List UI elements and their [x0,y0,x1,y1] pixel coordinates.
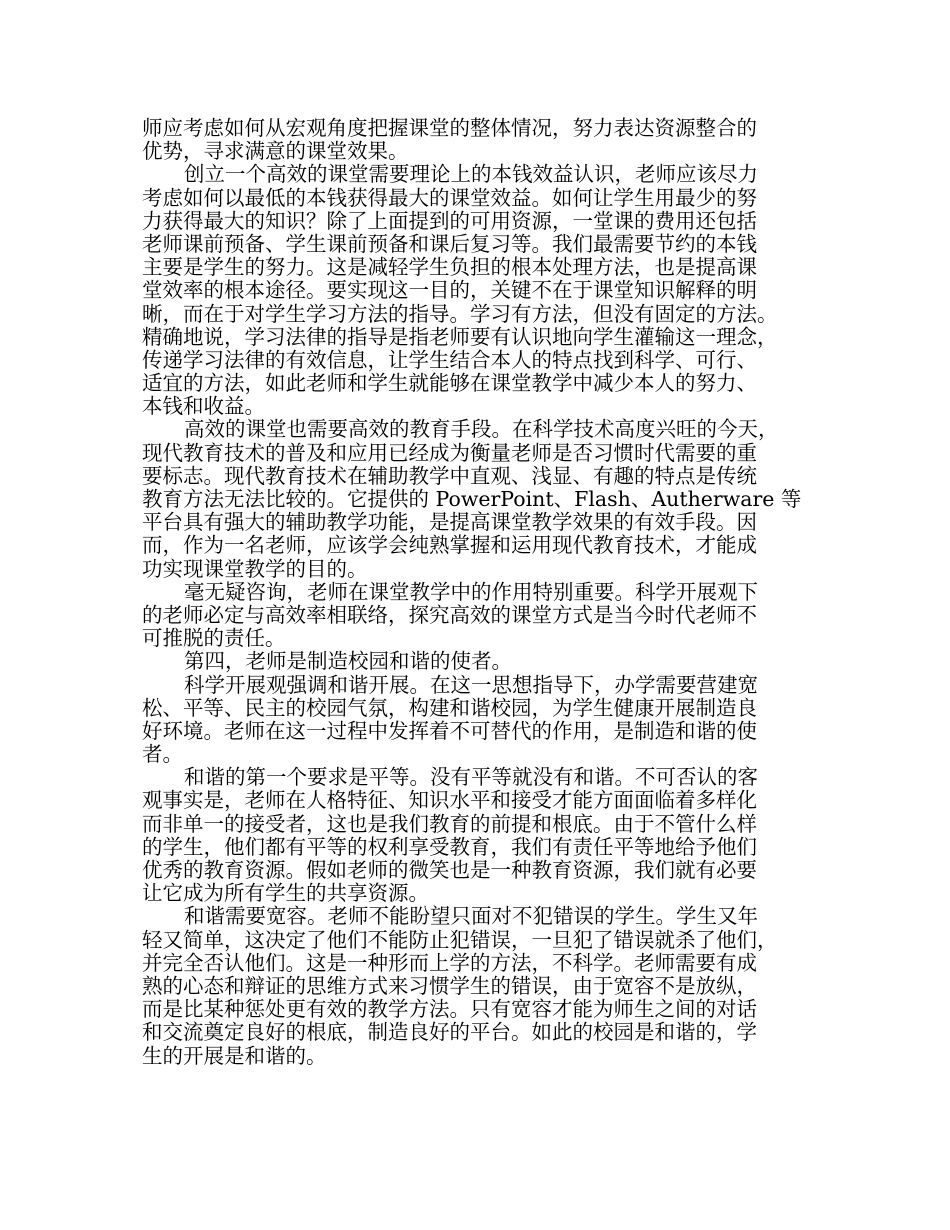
text-line: 功实现课堂教学的目的。 [142,556,368,581]
text-line: 者。 [142,742,183,767]
text-line: 让它成为所有学生的共享资源。 [142,881,429,906]
text-line: 考虑如何以最低的本钱获得最大的课堂效益。如何让学生用最少的努 [142,185,757,210]
text-line: 松、平等、民主的校园气氛，构建和谐校园，为学生健康开展制造良 [142,695,757,720]
text-line: 创立一个高效的课堂需要理论上的本钱效益认识，老师应该尽力 [184,162,758,187]
text-line: 观事实是，老师在人格特征、知识水平和接受才能方面面临着多样化 [142,788,757,813]
text-line: 现代教育技术的普及和应用已经成为衡量老师是否习惯时代需要的重 [142,440,757,465]
paragraph [142,117,828,163]
text-line: 而非单一的接受者，这也是我们教育的前提和根底。由于不管什么样 [142,811,757,836]
text-line: 晰，而在于对学生学习方法的指导。学习有方法，但没有固定的方法。 [142,301,778,326]
text-line: 和谐需要宽容。老师不能盼望只面对不犯错误的学生。学生又年 [184,904,758,929]
text-line: 和交流奠定良好的根底，制造良好的平台。如此的校园是和谐的，学 [142,1020,757,1045]
text-line: 毫无疑咨询，老师在课堂教学中的作用特别重要。科学开展观下 [184,579,758,604]
text-line: 的学生，他们都有平等的权利享受教育，我们有责任平等地给予他们 [142,834,757,859]
text-line: 并完全否认他们。这是一种形而上学的方法，不科学。老师需要有成 [142,950,757,975]
text-line: 老师课前预备、学生课前预备和课后复习等。我们最需要节约的本钱 [142,231,757,256]
text-line: 要标志。现代教育技术在辅助教学中直观、浅显、有趣的特点是传统 [142,463,757,488]
paragraph [142,905,828,1067]
text-line: 堂效率的根本途径。要实现这一目的，关键不在于课堂知识解释的明 [142,278,757,303]
text-line: 力获得最大的知识？除了上面提到的可用资源，一堂课的费用还包括 [142,208,757,233]
text-line: 可推脱的责任。 [142,626,286,651]
paragraph [142,581,828,651]
text-line: 师应考虑如何从宏观角度把握课堂的整体情况，努力表达资源整合的 [142,116,757,140]
text-line: 高效的课堂也需要高效的教育手段。在科学技术高度兴旺的今天， [184,417,779,442]
text-line: 精确地说，学习法律的指导是指老师要有认识地向学生灌输这一理念， [142,324,778,349]
text-line: 本钱和收益。 [142,394,265,419]
text-line: 传递学习法律的有效信息，让学生结合本人的特点找到科学、可行、 [142,347,757,372]
text-line: 和谐的第一个要求是平等。没有平等就没有和谐。不可否认的客 [184,765,758,790]
text-line: 教育方法无法比较的。它提供的 PowerPoint、Flash、Autherware 等 [142,487,802,511]
text-line: 平台具有强大的辅助教学功能，是提高课堂教学效果的有效手段。因 [142,510,757,535]
text-line: 适宜的方法，如此老师和学生就能够在课堂教学中减少本人的努力、 [142,371,757,396]
text-line: 第四，老师是制造校园和谐的使者。 [184,649,512,674]
text-line: 优势，寻求满意的课堂效果。 [142,139,409,164]
text-line: 轻又简单，这决定了他们不能防止犯错误，一旦犯了错误就杀了他们， [142,927,778,952]
paragraph [142,766,828,905]
text-line: 科学开展观强调和谐开展。在这一思想指导下，办学需要营建宽 [184,672,758,697]
text-line: 好环境。老师在这一过程中发挥着不可替代的作用，是制造和谐的使 [142,718,757,743]
text-line: 优秀的教育资源。假如老师的微笑也是一种教育资源，我们就有必要 [142,858,757,882]
text-line: 而是比某种惩处更有效的教学方法。只有宽容才能为师生之间的对话 [142,997,757,1022]
paragraph [142,163,828,418]
text-line: 生的开展是和谐的。 [142,1043,327,1068]
paragraph [142,650,828,673]
document-page [142,117,828,1068]
text-line: 熟的心态和辩证的思维方式来习惯学生的错误，由于宽容不是放纵， [142,973,757,998]
text-line: 的老师必定与高效率相联络，探究高效的课堂方式是当今时代老师不 [142,602,757,627]
text-line: 主要是学生的努力。这是减轻学生负担的根本处理方法，也是提高课 [142,255,757,280]
paragraph [142,674,828,767]
text-line: 而，作为一名老师，应该学会纯熟掌握和运用现代教育技术，才能成 [142,533,757,558]
paragraph [142,418,828,580]
